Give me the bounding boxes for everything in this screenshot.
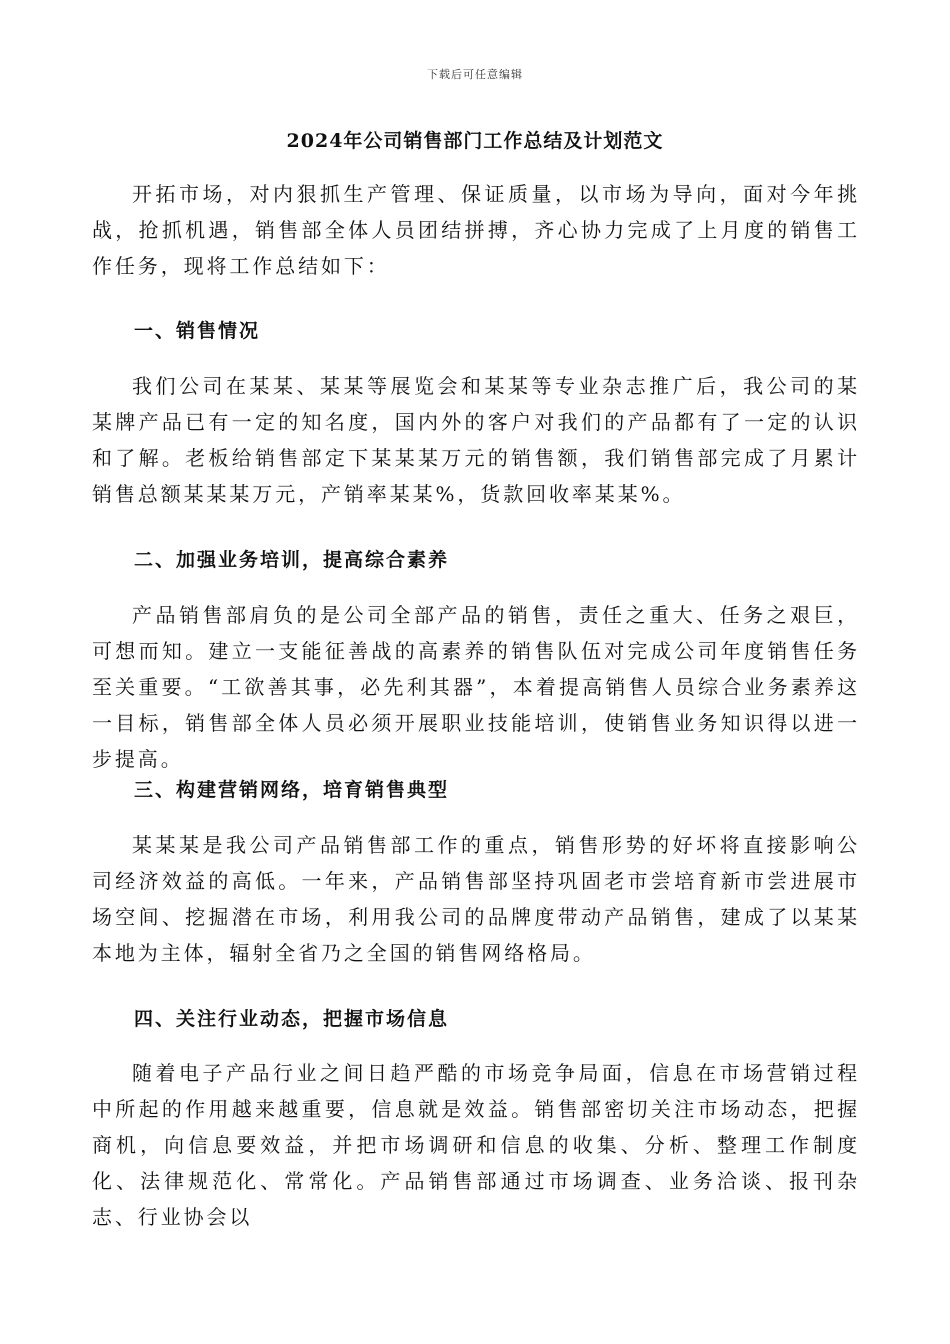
section-body-network: 某某某是我公司产品销售部工作的重点，销售形势的好坏将直接影响公司经济效益的高低。一年来，产品销售部坚持巩固老市尝培育新市尝进展市场空间、挖掘潜在市场，利用我公司的品牌度带动产品销售，建成了以某某本地为主体，辐射全省乃之全国的销售网络格局。 — [92, 833, 860, 965]
section-heading-market-info: 四、关注行业动态，把握市场信息 — [134, 1008, 450, 1030]
document-title: 2024年公司销售部门工作总结及计划范文 — [286, 130, 664, 152]
section-body-market-info: 随着电子产品行业之间日趋严酷的市场竞争局面，信息在市场营销过程中所起的作用越来越重要，信息就是效益。销售部密切关注市场动态，把握商机，向信息要效益，并把市场调研和信息的收集、分析、整理工作制度化、法律规范化、常常化。产品销售部通过市场调查、业务洽谈、报刊杂志、行业协会以 — [92, 1061, 860, 1229]
section-heading-sales: 一、销售情况 — [134, 320, 261, 342]
section-body-training: 产品销售部肩负的是公司全部产品的销售，责任之重大、任务之艰巨，可想而知。建立一支能征善战的高素养的销售队伍对完成公司年度销售任务至关重要。“工欲善其事，必先利其器”，本着提高销售人员综合业务素养这一目标，销售部全体人员必须开展职业技能培训，使销售业务知识得以进一步提高。 — [92, 603, 860, 771]
header-note: 下载后可任意编辑 — [427, 68, 523, 81]
intro-paragraph: 开拓市场，对内狠抓生产管理、保证质量，以市场为导向，面对今年挑战，抢抓机遇，销售部全体人员团结拼搏，齐心协力完成了上月度的销售工作任务，现将工作总结如下： — [92, 182, 860, 278]
section-heading-training: 二、加强业务培训，提高综合素养 — [134, 549, 450, 571]
section-body-sales: 我们公司在某某、某某等展览会和某某等专业杂志推广后，我公司的某某牌产品已有一定的知名度，国内外的客户对我们的产品都有了一定的认识和了解。老板给销售部定下某某某万元的销售额，我们销售部完成了月累计销售总额某某某万元，产销率某某%，货款回收率某某%。 — [92, 374, 860, 506]
section-heading-network: 三、构建营销网络，培育销售典型 — [134, 779, 450, 801]
